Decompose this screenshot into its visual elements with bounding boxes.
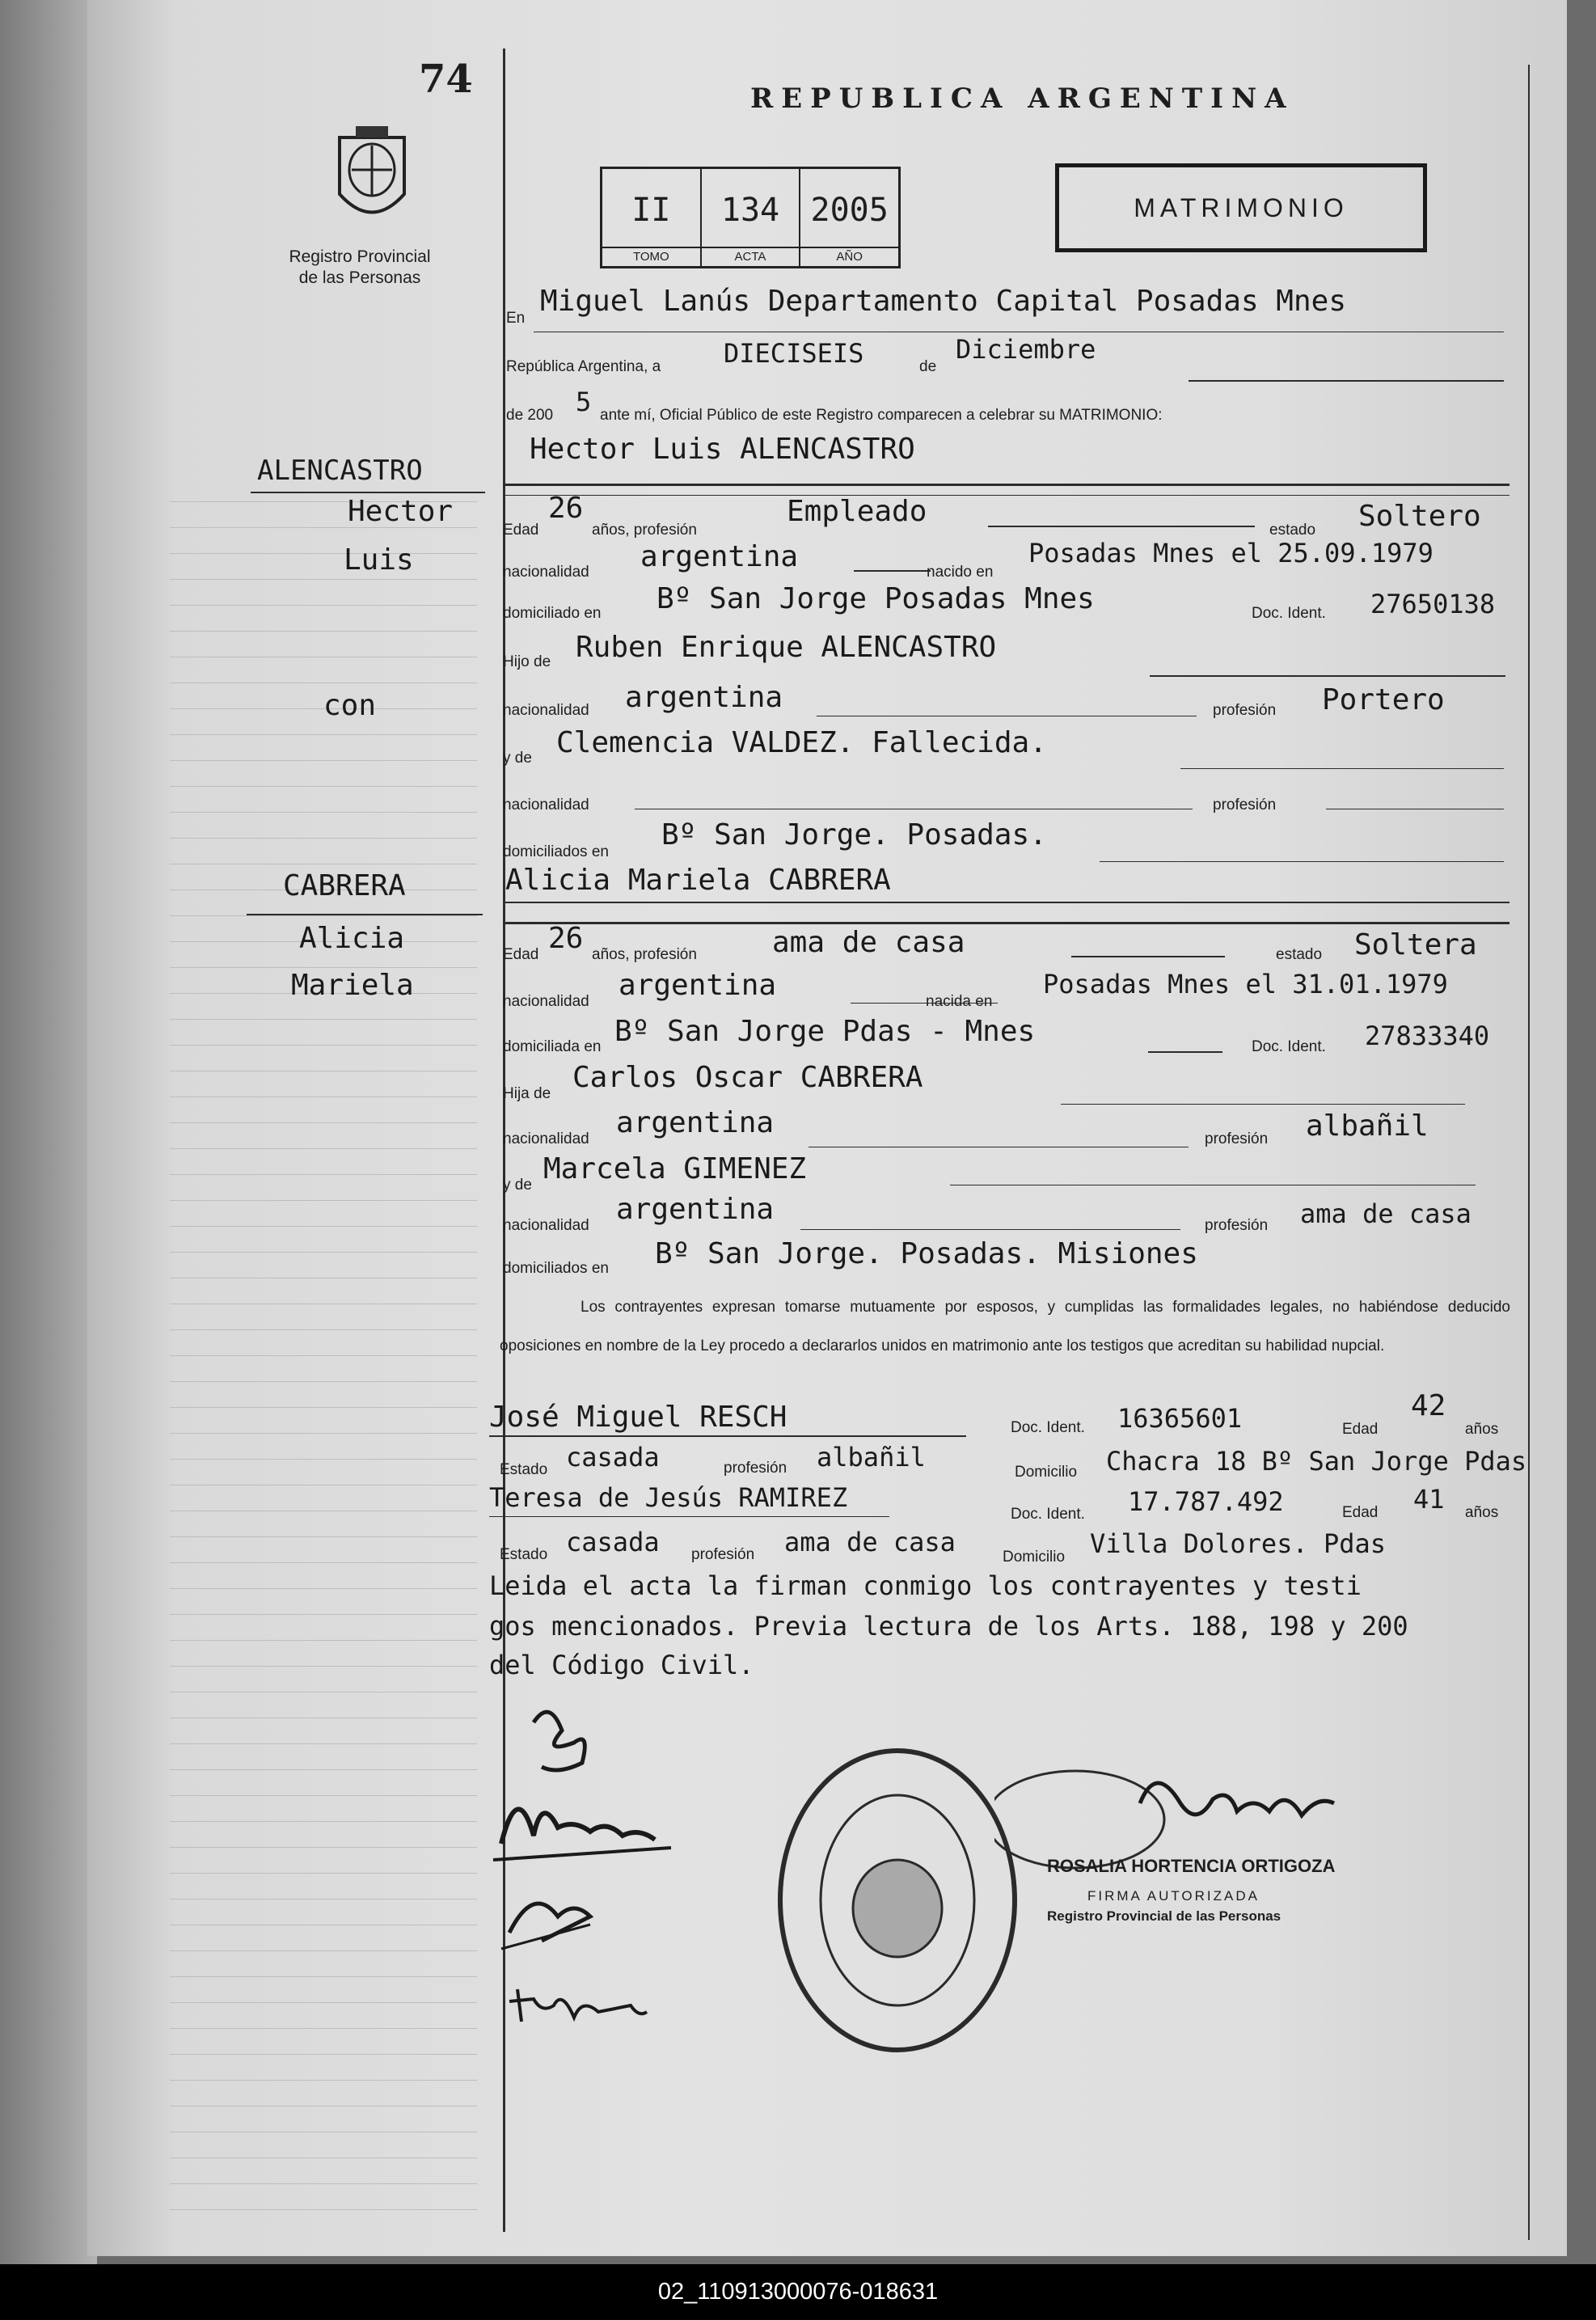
groom-doc: 27650138 xyxy=(1370,589,1496,619)
groom-prof-dash xyxy=(988,526,1255,527)
groom-father-profession: Portero xyxy=(1322,683,1445,716)
witness1-doc: 16365601 xyxy=(1117,1403,1243,1434)
anio-cell xyxy=(800,169,898,266)
margin-rule-line xyxy=(170,1381,477,1382)
margin-rule-line xyxy=(170,1873,477,1874)
groom-father-nat-label: nacionalidad xyxy=(503,702,589,719)
margin-groom-surname: ALENCASTRO xyxy=(257,454,423,487)
margin-rule-line xyxy=(170,1743,477,1744)
margin-rule-line xyxy=(170,967,477,968)
margin-rule-line xyxy=(170,2028,477,2029)
page-number: 74 xyxy=(419,57,473,102)
bride-mother-prof-label: profesión xyxy=(1205,1217,1269,1234)
margin-rule-line xyxy=(170,1174,477,1175)
margin-rule-line xyxy=(170,1666,477,1667)
margin-rule-line xyxy=(170,1148,477,1149)
margin-rule-line xyxy=(170,2080,477,2081)
acta-value: 134 xyxy=(720,192,780,229)
groom-birthplace: Posadas Mnes el 25.09.1979 xyxy=(1028,538,1433,568)
groom-born-label: nacido en xyxy=(927,564,994,581)
margin-rule-line xyxy=(170,1329,477,1330)
margin-rule-line xyxy=(170,1122,477,1123)
bride-full-name: Alicia Mariela CABRERA xyxy=(505,864,891,897)
official-title: FIRMA AUTORIZADA xyxy=(1087,1888,1260,1904)
groom-address: Bº San Jorge Posadas Mnes xyxy=(657,582,1095,615)
margin-rule-line xyxy=(170,1614,477,1615)
margin-rule-line xyxy=(170,1821,477,1822)
bride-father-dash xyxy=(1061,1104,1465,1105)
registry-crest-icon xyxy=(323,121,420,235)
margin-rule-line xyxy=(170,734,477,735)
closing-line-2: gos mencionados. Previa lectura de los Arts. 188, 198 y 200 xyxy=(489,1611,1408,1642)
bride-nationality: argentina xyxy=(619,969,777,1002)
bride-mother-profession: ama de casa xyxy=(1300,1198,1471,1229)
groom-nationality: argentina xyxy=(640,540,799,573)
margin-bride-surname: CABRERA xyxy=(283,869,406,902)
margin-rule-line xyxy=(170,605,477,606)
bride-name-rule-2 xyxy=(503,922,1509,924)
margin-rule-line xyxy=(170,1976,477,1977)
bride-name-rule xyxy=(503,902,1509,903)
anio-label: AÑO xyxy=(800,247,898,266)
bride-dom-label: domiciliada en xyxy=(503,1038,602,1055)
margin-rule-line xyxy=(170,2183,477,2184)
margin-rule-line xyxy=(170,1355,477,1356)
groom-mother-prof-label: profesión xyxy=(1213,797,1277,813)
closing-line-3: del Código Civil. xyxy=(489,1650,754,1680)
registry-line-1: Registro Provincial xyxy=(289,247,431,266)
margin-rule-line xyxy=(170,631,477,632)
margin-rule-line xyxy=(170,2002,477,2003)
year-digit-value: 5 xyxy=(576,387,592,417)
month-value: Diciembre xyxy=(956,334,1096,365)
groom-father-nationality: argentina xyxy=(625,681,783,714)
official-name: ROSALIA HORTENCIA ORTIGOZA xyxy=(1047,1856,1336,1876)
margin-rule-line xyxy=(170,1769,477,1770)
intro-text: ante mí, Oficial Público de este Registro comparecen a celebrar su MATRIMONIO: xyxy=(600,407,1163,424)
witness1-prof-label: profesión xyxy=(724,1460,787,1477)
witness1-profession: albañil xyxy=(817,1442,926,1473)
witness1-dom-label: Domicilio xyxy=(1015,1464,1078,1481)
record-number-box xyxy=(600,167,901,268)
anio-value: 2005 xyxy=(810,192,889,229)
groom-father: Ruben Enrique ALENCASTRO xyxy=(576,631,997,664)
groom-nac-label: nacionalidad xyxy=(503,564,589,581)
book-binding xyxy=(0,0,97,2264)
groom-mother-nat-label: nacionalidad xyxy=(503,797,589,813)
registry-label xyxy=(275,247,445,289)
margin-rule-line xyxy=(170,1459,477,1460)
witness1-anos-label: años xyxy=(1465,1421,1499,1438)
witness2-edad-label: Edad xyxy=(1342,1504,1379,1521)
margin-rule-line xyxy=(170,1795,477,1796)
witness1-doc-label: Doc. Ident. xyxy=(1011,1419,1085,1436)
witness2-prof-label: profesión xyxy=(691,1546,755,1563)
witness2-estado-label: Estado xyxy=(500,1546,548,1563)
groom-estado-label: estado xyxy=(1269,522,1316,539)
record-type-box: MATRIMONIO xyxy=(1055,163,1427,252)
groom-profession: Empleado xyxy=(787,495,927,528)
groom-prof-label: años, profesión xyxy=(592,522,697,539)
day-value: DIECISEIS xyxy=(724,338,864,369)
margin-rule-line xyxy=(170,2106,477,2107)
groom-parents-address: Bº San Jorge. Posadas. xyxy=(661,818,1047,852)
margin-rule-line xyxy=(170,1433,477,1434)
bride-mother-label: y de xyxy=(503,1177,532,1194)
witness1-address: Chacra 18 Bº San Jorge Pdas xyxy=(1106,1446,1527,1477)
groom-age: 26 xyxy=(548,492,584,525)
bride-prof-label: años, profesión xyxy=(592,946,697,963)
margin-con: con xyxy=(323,689,377,722)
bride-edad-label: Edad xyxy=(503,946,539,963)
groom-doc-label: Doc. Ident. xyxy=(1252,605,1326,622)
witness1-estado-label: Estado xyxy=(500,1461,548,1478)
margin-rule-line xyxy=(170,915,477,916)
margin-rule-line xyxy=(170,1407,477,1408)
bride-mother-nationality: argentina xyxy=(616,1193,775,1226)
scan-footer-id: 02_110913000076-018631 xyxy=(0,2264,1596,2320)
groom-dom-label: domiciliado en xyxy=(503,605,602,622)
margin-rule-line xyxy=(170,1847,477,1848)
groom-nac-dash xyxy=(854,570,931,572)
witness2-age: 41 xyxy=(1413,1484,1445,1515)
margin-groom-name-2: Luis xyxy=(344,543,414,577)
groom-mother-dash xyxy=(1180,768,1504,769)
groom-mother-label: y de xyxy=(503,750,532,767)
bride-father-nat-label: nacionalidad xyxy=(503,1130,589,1147)
official-seal-icon xyxy=(772,1739,1023,2062)
groom-father-prof-label: profesión xyxy=(1213,702,1277,719)
margin-rule-line xyxy=(170,838,477,839)
groom-full-name: Hector Luis ALENCASTRO xyxy=(530,433,915,466)
margin-rule-line xyxy=(170,760,477,761)
bride-estado-label: estado xyxy=(1276,946,1323,963)
bride-birthplace: Posadas Mnes el 31.01.1979 xyxy=(1043,969,1448,999)
margin-rule-line xyxy=(170,1226,477,1227)
margin-rule-line xyxy=(170,1019,477,1020)
bride-civil-status: Soltera xyxy=(1354,928,1477,961)
de-label: de xyxy=(919,358,937,375)
tomo-cell xyxy=(602,169,702,266)
margin-rule-line xyxy=(170,579,477,580)
tomo-value: II xyxy=(631,192,671,229)
margin-rule-line xyxy=(170,1640,477,1641)
bride-father-prof-label: profesión xyxy=(1205,1130,1269,1147)
margin-bride-name-1: Alicia xyxy=(299,922,405,955)
margin-rule-line xyxy=(170,2209,477,2210)
witness2-anos-label: años xyxy=(1465,1504,1499,1521)
bride-born-label: nacida en xyxy=(926,993,993,1010)
margin-rule-line xyxy=(170,553,477,554)
margin-bride-name-2: Mariela xyxy=(291,969,414,1002)
groom-parents-dom-label: domiciliados en xyxy=(503,843,609,860)
margin-rule-line xyxy=(170,2054,477,2055)
en-label: En xyxy=(506,310,526,327)
margin-bride-rule xyxy=(247,914,483,915)
witness1-age: 42 xyxy=(1411,1389,1446,1422)
witness1-name-rule xyxy=(489,1435,966,1437)
bride-age: 26 xyxy=(548,922,584,955)
acta-cell xyxy=(702,169,801,266)
place-value: Miguel Lanús Departamento Capital Posadas Mnes xyxy=(540,285,1346,318)
margin-rule-line xyxy=(170,1045,477,1046)
witness2-name: Teresa de Jesús RAMIREZ xyxy=(489,1482,848,1513)
year-prefix-label: de 200 xyxy=(506,407,554,424)
witness2-address: Villa Dolores. Pdas xyxy=(1090,1528,1387,1559)
margin-rule-line xyxy=(170,812,477,813)
margin-rule-line xyxy=(170,1899,477,1900)
bride-parents-dom-label: domiciliados en xyxy=(503,1260,609,1277)
margin-rule-line xyxy=(170,1588,477,1589)
right-margin-line xyxy=(1528,65,1530,2240)
margin-rule-line xyxy=(170,1200,477,1201)
bride-father-nationality: argentina xyxy=(616,1106,775,1139)
country-title: REPUBLICA ARGENTINA xyxy=(750,82,1294,115)
signatures-icon xyxy=(485,1698,695,2054)
declaration-text: Los contrayentes expresan tomarse mutuamente por esposos, y cumplidas las formalidades legales, no habiéndose deducido oposiciones en nombre de la Ley procedo a declararlos unidos en matrimonio ante los testigos que acreditan su habilidad nupcial. xyxy=(500,1299,1510,1354)
bride-parents-address: Bº San Jorge. Posadas. Misiones xyxy=(655,1237,1198,1270)
bride-mother: Marcela GIMENEZ xyxy=(543,1152,807,1185)
groom-edad-label: Edad xyxy=(503,522,539,539)
witness2-civil-status: casada xyxy=(566,1527,660,1557)
bride-prof-dash xyxy=(1071,956,1225,957)
witness2-name-rule xyxy=(489,1516,889,1517)
witness1-name: José Miguel RESCH xyxy=(489,1401,787,1434)
witness2-doc: 17.787.492 xyxy=(1128,1486,1284,1517)
margin-rule-line xyxy=(170,1950,477,1951)
witness2-doc-label: Doc. Ident. xyxy=(1011,1506,1085,1523)
margin-rule-line xyxy=(170,682,477,683)
bride-mother-nat-label: nacionalidad xyxy=(503,1217,589,1234)
bride-dom-dash xyxy=(1148,1051,1222,1053)
witness2-dom-label: Domicilio xyxy=(1003,1549,1066,1566)
groom-civil-status: Soltero xyxy=(1358,500,1481,533)
groom-father-dash xyxy=(1150,675,1505,677)
margin-rule-line xyxy=(170,786,477,787)
closing-line-1: Leida el acta la firman conmigo los contrayentes y testi xyxy=(489,1570,1362,1601)
month-dash xyxy=(1189,380,1504,382)
registry-line-2: de las Personas xyxy=(298,268,421,287)
bride-father-profession: albañil xyxy=(1306,1109,1429,1143)
witness1-civil-status: casada xyxy=(566,1442,660,1473)
bride-father: Carlos Oscar CABRERA xyxy=(572,1061,923,1094)
groom-parents-dash xyxy=(1100,861,1504,862)
groom-mother: Clemencia VALDEZ. Fallecida. xyxy=(556,726,1047,759)
margin-groom-rule xyxy=(251,492,485,493)
republica-label: República Argentina, a xyxy=(506,358,661,375)
margin-rule-line xyxy=(170,2157,477,2158)
bride-doc-label: Doc. Ident. xyxy=(1252,1038,1326,1055)
bride-address: Bº San Jorge Pdas - Mnes xyxy=(614,1015,1036,1048)
witness1-edad-label: Edad xyxy=(1342,1421,1379,1438)
official-org: Registro Provincial de las Personas xyxy=(1047,1908,1281,1924)
margin-rule-line xyxy=(170,1536,477,1537)
margin-rule-line xyxy=(170,1562,477,1563)
bride-father-label: Hija de xyxy=(503,1085,551,1102)
margin-groom-name-1: Hector xyxy=(348,495,454,528)
margin-rule-line xyxy=(170,1252,477,1253)
bride-profession: ama de casa xyxy=(772,926,965,959)
groom-name-rule-2 xyxy=(503,495,1509,496)
groom-name-rule xyxy=(503,484,1509,486)
witness2-profession: ama de casa xyxy=(784,1527,956,1557)
bride-doc: 27833340 xyxy=(1365,1021,1490,1051)
acta-label: ACTA xyxy=(702,247,800,266)
bride-nac-label: nacionalidad xyxy=(503,993,589,1010)
tomo-label: TOMO xyxy=(602,247,700,266)
groom-father-label: Hijo de xyxy=(503,653,551,670)
bride-mother-nat-dash xyxy=(800,1229,1180,1230)
